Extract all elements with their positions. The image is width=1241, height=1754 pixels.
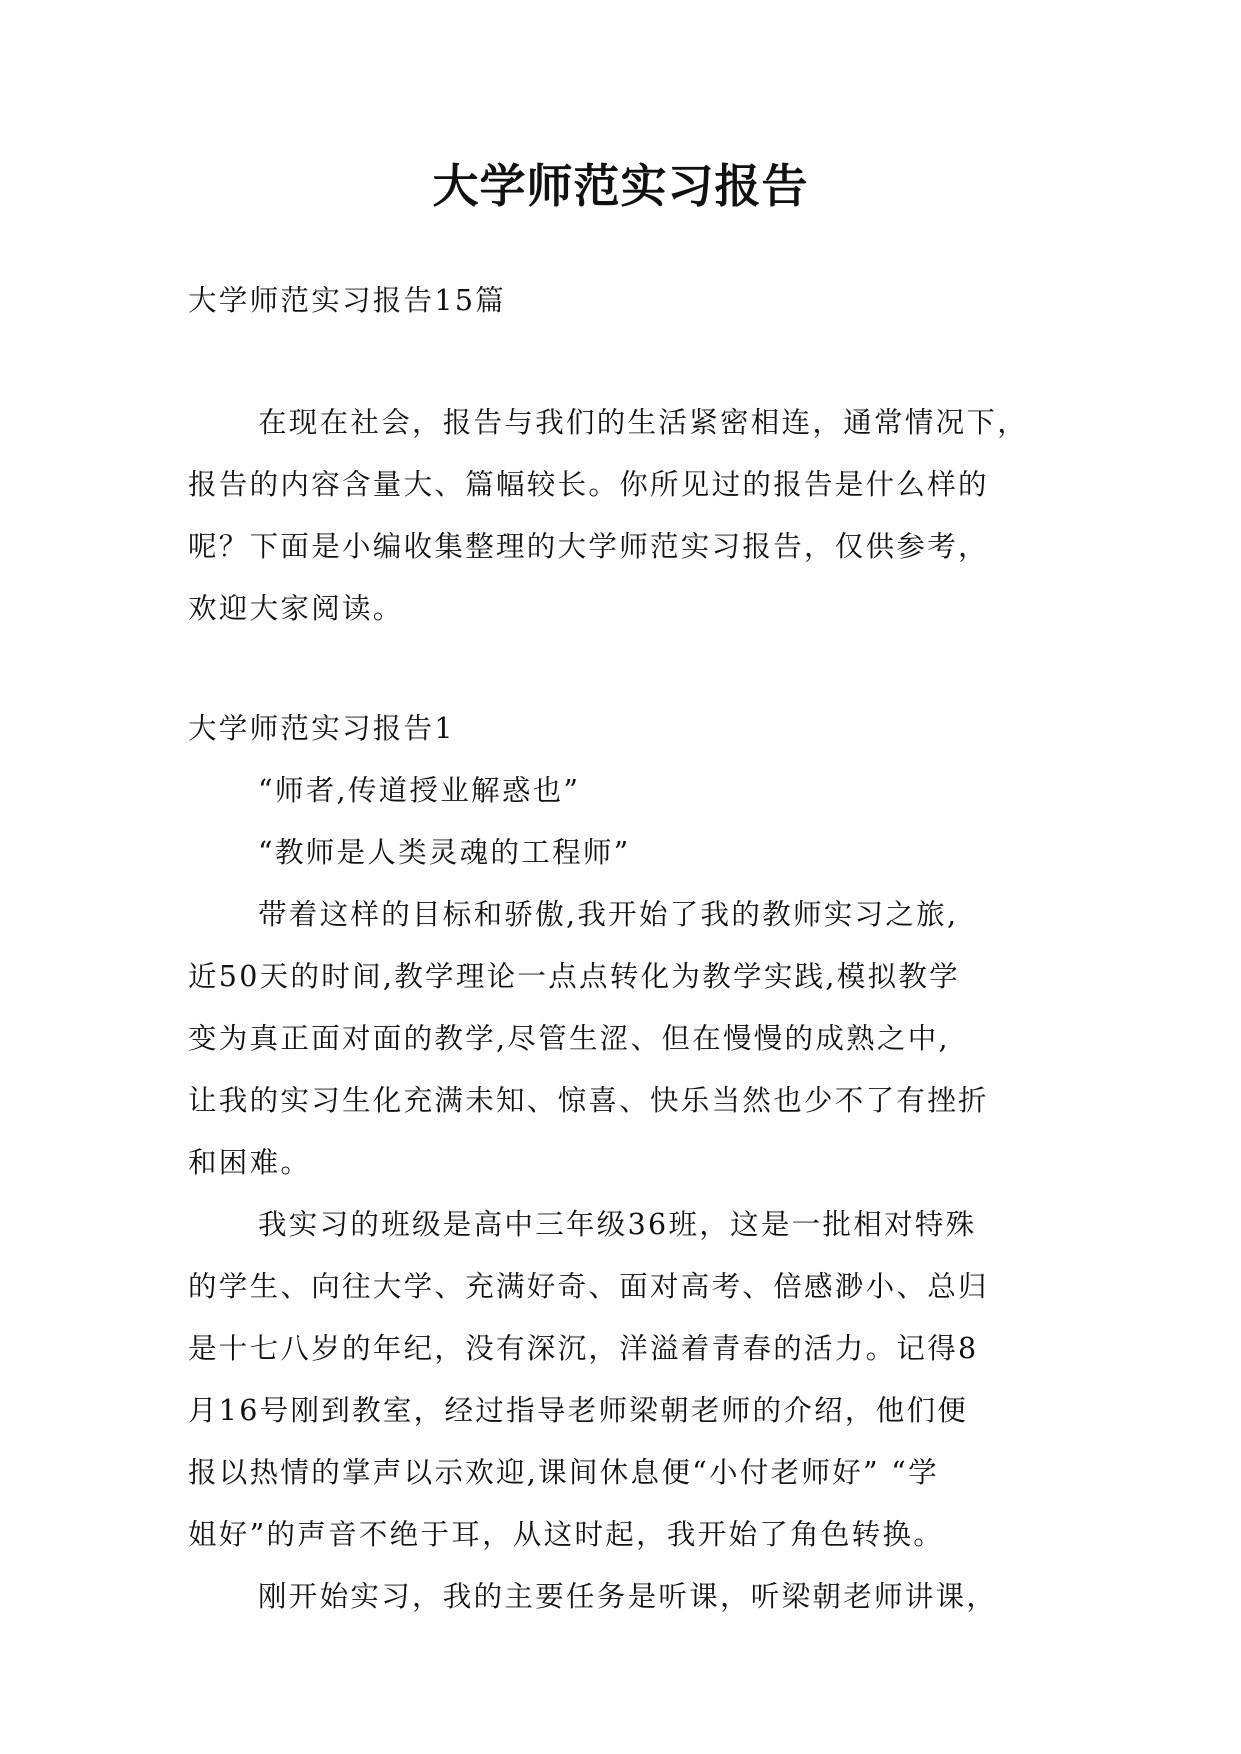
- body-paragraph: [188, 1566, 1058, 1628]
- document-title: 大学师范实习报告: [432, 159, 809, 213]
- paragraph-line: 和困难。: [188, 1146, 312, 1179]
- body-paragraph: [188, 1194, 1058, 1566]
- intro-line: 呢？下面是小编收集整理的大学师范实习报告，仅供参考，: [188, 530, 989, 563]
- paragraph-line: 刚开始实习，我的主要任务是听课，听梁朝老师讲课，: [258, 1580, 998, 1613]
- intro-line: 报告的内容含量大、篇幅较长。你所见过的报告是什么样的: [188, 468, 989, 501]
- spacer: [188, 640, 1058, 698]
- paragraph-line: 报以热情的掌声以示欢迎,课间休息便“小付老师好” “学: [188, 1456, 939, 1489]
- paragraph-line: 我实习的班级是高中三年级36班，这是一批相对特殊: [258, 1208, 977, 1241]
- paragraph-line: 的学生、向往大学、充满好奇、面对高考、倍感渺小、总归: [188, 1270, 989, 1303]
- paragraph-line: 让我的实习生化充满未知、惊喜、快乐当然也少不了有挫折: [188, 1084, 989, 1117]
- quote-line: “教师是人类灵魂的工程师”: [258, 836, 631, 869]
- spacer: [188, 332, 1058, 392]
- document-body: [188, 270, 1058, 1628]
- quote-line: “师者,传道授业解惑也”: [258, 774, 581, 807]
- paragraph-line: 月16号刚到教室，经过指导老师梁朝老师的介绍，他们便: [188, 1394, 969, 1427]
- intro-line: 欢迎大家阅读。: [188, 592, 404, 625]
- intro-line: 在现在社会，报告与我们的生活紧密相连，通常情况下，: [258, 406, 1029, 439]
- paragraph-line: 带着这样的目标和骄傲,我开始了我的教师实习之旅,: [258, 898, 959, 931]
- section-heading: 大学师范实习报告1: [188, 712, 455, 745]
- intro-paragraph: [188, 392, 1058, 640]
- paragraph-line: 变为真正面对面的教学,尽管生涩、但在慢慢的成熟之中,: [188, 1022, 950, 1055]
- paragraph-line: 近50天的时间,教学理论一点点转化为教学实践,模拟教学: [188, 960, 960, 993]
- body-paragraph: [188, 884, 1058, 1194]
- document-subtitle: 大学师范实习报告15篇: [188, 284, 507, 317]
- paragraph-line: 姐好”的声音不绝于耳，从这时起，我开始了角色转换。: [188, 1518, 945, 1551]
- paragraph-line: 是十七八岁的年纪，没有深沉，洋溢着青春的活力。记得8: [188, 1332, 979, 1365]
